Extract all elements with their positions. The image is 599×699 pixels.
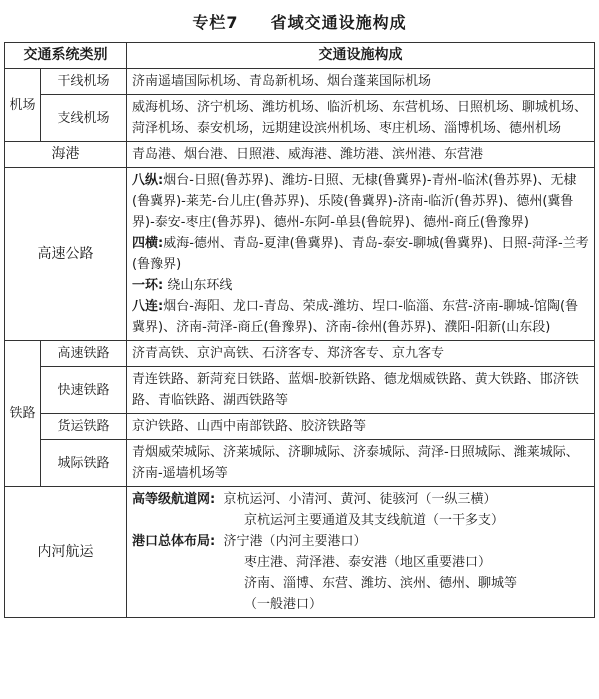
table-row (5, 367, 595, 414)
inland-waterway-content (127, 487, 595, 618)
box-title-label: 专栏7 (192, 12, 239, 32)
box-title-text: 省域交通设施构成 (270, 12, 407, 32)
table-row (5, 487, 595, 618)
expressway-content (127, 168, 595, 341)
expressway-vertical-title: 八纵: (132, 173, 164, 188)
table-row (5, 168, 595, 341)
category-inland-waterway: 内河航运 (5, 487, 127, 618)
expressway-link-text: 烟台-海阳、龙口-青岛、荣成-潍坊、埕口-临淄、东营-济南-聊城-馆陶(鲁冀界)、济南-菏泽-商丘(鲁豫界)、济南-徐州(鲁苏界)、濮阳-阳新(山东段) (132, 299, 579, 335)
expressway-ring-text: 绕山东环线 (167, 278, 233, 293)
inland-network-line2: 京杭运河主要通道及其支线航道（一干多支） (244, 513, 505, 528)
box-title (0, 0, 599, 42)
header-category: 交通系统类别 (5, 43, 127, 69)
intercity-rail-content: 青烟威荣城际、济莱城际、济聊城际、济泰城际、菏泽-日照城际、潍莱城际、济南-遥墙机场等 (127, 440, 595, 487)
subcategory-freight-rail: 货运铁路 (41, 414, 127, 440)
inland-port-line4: （一般港口） (244, 597, 323, 612)
header-facility: 交通设施构成 (127, 43, 595, 69)
fast-rail-content: 青连铁路、新菏兖日铁路、蓝烟-胶新铁路、德龙烟威铁路、黄大铁路、邯济铁路、青临铁路、湖西铁路等 (127, 367, 595, 414)
inland-network-line1: 京杭运河、小清河、黄河、徒骇河（一纵三横） (223, 492, 497, 507)
trunk-airport-content: 济南遥墙国际机场、青岛新机场、烟台蓬莱国际机场 (127, 69, 595, 95)
inland-network-title: 高等级航道网: (132, 492, 216, 507)
expressway-vertical-text: 烟台-日照(鲁苏界)、潍坊-日照、无棣(鲁冀界)-青州-临沭(鲁苏界)、无棣(鲁冀界)-莱芜-台儿庄(鲁苏界)、乐陵(鲁冀界)-济南-临沂(鲁苏界)、德州(冀鲁界)-泰安-枣庄(鲁苏界)、德州-东阿-单县(鲁皖界)、德州-商丘(鲁豫界) (132, 173, 577, 230)
subcategory-highspeed-rail: 高速铁路 (41, 341, 127, 367)
expressway-horizontal-title: 四横: (132, 236, 164, 251)
category-seaport: 海港 (5, 142, 127, 168)
expressway-horizontal-text: 威海-德州、青岛-夏津(鲁冀界)、青岛-泰安-聊城(鲁冀界)、日照-菏泽-兰考(鲁豫界) (132, 236, 589, 272)
table-row (5, 440, 595, 487)
facility-table (4, 42, 595, 618)
inland-port-row (132, 531, 589, 552)
category-railway: 铁路 (5, 341, 41, 487)
inland-port-line3: 济南、淄博、东营、潍坊、滨州、德州、聊城等 (244, 576, 518, 591)
subcategory-fast-rail: 快速铁路 (41, 367, 127, 414)
subcategory-branch-airport: 支线机场 (41, 95, 127, 142)
expressway-link-title: 八连: (132, 299, 164, 314)
inland-port-line1: 济宁港（内河主要港口） (223, 534, 367, 549)
seaport-content: 青岛港、烟台港、日照港、威海港、潍坊港、滨州港、东营港 (127, 142, 595, 168)
table-row (5, 69, 595, 95)
inland-port-title: 港口总体布局: (132, 534, 216, 549)
expressway-ring (132, 275, 589, 296)
table-row (5, 341, 595, 367)
freight-rail-content: 京沪铁路、山西中南部铁路、胶济铁路等 (127, 414, 595, 440)
subcategory-intercity-rail: 城际铁路 (41, 440, 127, 487)
category-expressway: 高速公路 (5, 168, 127, 341)
expressway-horizontal (132, 233, 589, 275)
header-row (5, 43, 595, 69)
table-row (5, 414, 595, 440)
table-row (5, 142, 595, 168)
expressway-ring-title: 一环: (132, 278, 164, 293)
subcategory-trunk-airport: 干线机场 (41, 69, 127, 95)
inland-network-row (132, 489, 589, 510)
category-airport: 机场 (5, 69, 41, 142)
expressway-vertical (132, 170, 589, 233)
branch-airport-content: 威海机场、济宁机场、潍坊机场、临沂机场、东营机场、日照机场、聊城机场、菏泽机场、泰安机场，远期建设滨州机场、枣庄机场、淄博机场、德州机场 (127, 95, 595, 142)
inland-port-line2: 枣庄港、菏泽港、泰安港（地区重要港口） (244, 555, 492, 570)
highspeed-rail-content: 济青高铁、京沪高铁、石济客专、郑济客专、京九客专 (127, 341, 595, 367)
expressway-link (132, 296, 589, 338)
table-row (5, 95, 595, 142)
